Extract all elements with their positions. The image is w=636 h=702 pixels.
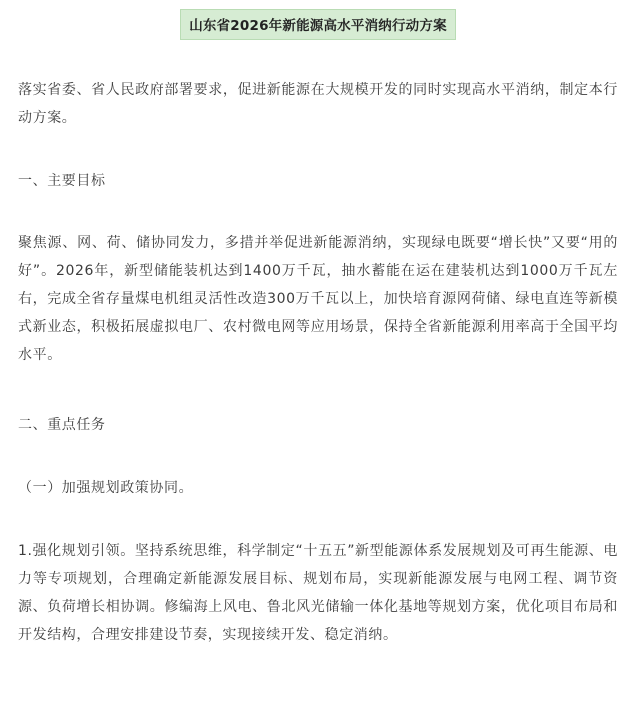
intro-paragraph: 落实省委、省人民政府部署要求，促进新能源在大规模开发的同时实现高水平消纳，制定本行动方案。 [18, 82, 618, 126]
task-item-paragraph: 1.强化规划引领。坚持系统思维，科学制定“十五五”新型能源体系发展规划及可再生能源、电力等专项规划，合理确定新能源发展目标、规划布局，实现新能源发展与电网工程、调节资源、负荷增长相协调。修编海上风电、鲁北风光储输一体化基地等规划方案，优化项目布局和开发结构，合理安排建设节奏，实现接续开发、稳定消纳。 [18, 543, 618, 643]
goals-paragraph: 聚焦源、网、荷、储协同发力，多措并举促进新能源消纳，实现绿电既要“增长快”又要“用的好”。2026年，新型储能装机达到1400万千瓦，抽水蓄能在运在建装机达到1000万千瓦左右，完成全省存量煤电机组灵活性改造300万千瓦以上，加快培育源网荷储、绿电直连等新模式新业态，积极拓展虚拟电厂、农村微电网等应用场景，保持全省新能源利用率高于全国平均水平。 [18, 235, 618, 363]
title-container [0, 9, 636, 40]
subsection-heading-planning: （一）加强规划政策协同。 [18, 480, 194, 496]
section-heading-goals: 一、主要目标 [18, 173, 106, 189]
document-title: 山东省2026年新能源高水平消纳行动方案 [180, 9, 456, 40]
section-heading-tasks: 二、重点任务 [18, 417, 106, 433]
